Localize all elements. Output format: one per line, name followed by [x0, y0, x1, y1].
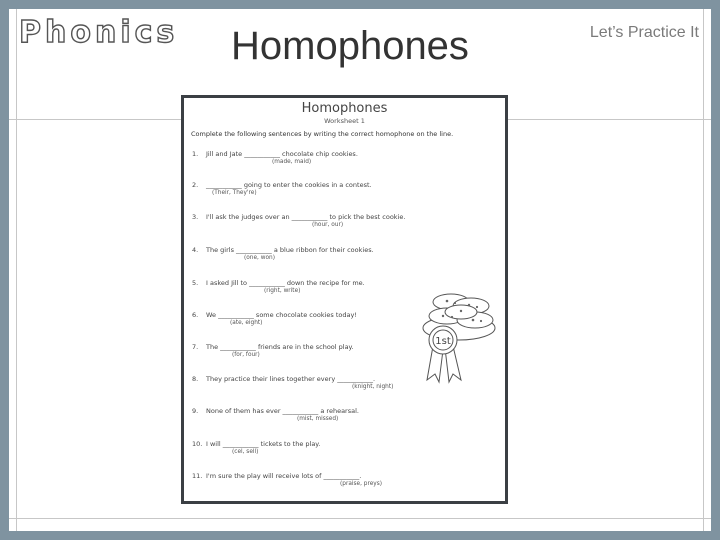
page-subtitle: Let’s Practice It [589, 24, 699, 41]
worksheet-item [192, 407, 359, 422]
slide [9, 9, 711, 531]
item-options: (for, four) [232, 352, 260, 358]
frame-line-bottom [9, 518, 711, 519]
worksheet-instructions: Complete the following sentences by writing the correct homophone on the line. [191, 130, 454, 138]
worksheet-item [192, 279, 365, 294]
item-number: 3. [192, 213, 199, 221]
item-options: (cel, sell) [232, 449, 259, 455]
item-options: (Their, They're) [212, 190, 257, 196]
page-title: Homophones [231, 24, 469, 68]
item-number: 8. [192, 375, 199, 383]
item-text: They practice their lines together every ___________. [206, 375, 376, 383]
item-text: None of them has ever ___________ a rehearsal. [206, 407, 359, 415]
item-options: (praise, preys) [340, 481, 382, 487]
worksheet-item [192, 440, 321, 455]
frame-line-right [703, 9, 704, 531]
item-number: 5. [192, 279, 199, 287]
item-options: (one, won) [244, 255, 275, 261]
worksheet-item [192, 472, 382, 487]
frame-line-left [16, 9, 17, 531]
item-text: ___________ going to enter the cookies in a contest. [206, 181, 372, 189]
item-text: I will ___________ tickets to the play. [206, 440, 321, 448]
worksheet-item [192, 150, 358, 165]
item-text: The girls ___________ a blue ribbon for their cookies. [206, 246, 374, 254]
worksheet-image [181, 95, 508, 504]
worksheet-title: Homophones [301, 101, 388, 116]
item-text: We ___________ some chocolate cookies today! [206, 311, 357, 319]
item-number: 4. [192, 246, 199, 254]
worksheet-item [192, 311, 357, 326]
item-options: (made, maid) [272, 159, 312, 165]
worksheet-item [192, 246, 374, 261]
item-text: I'll ask the judges over an ___________ to pick the best cookie. [206, 213, 406, 221]
item-number: 9. [192, 407, 199, 415]
item-options: (right, write) [264, 288, 301, 294]
worksheet-subtitle: Worksheet 1 [324, 117, 365, 125]
item-number: 6. [192, 311, 199, 319]
worksheet-item [192, 343, 354, 358]
item-options: (knight, night) [352, 384, 394, 390]
phonics-label: Phonics [19, 15, 179, 50]
item-options: (ate, eight) [230, 320, 263, 326]
item-number: 10. [192, 440, 203, 448]
item-text: I'm sure the play will receive lots of ___________. [206, 472, 362, 480]
item-text: Jill and Jate ___________ chocolate chip cookies. [206, 150, 358, 158]
item-options: (mist, missed) [297, 416, 339, 422]
worksheet-item [192, 213, 406, 228]
worksheet-item [192, 181, 372, 196]
item-number: 11. [192, 472, 203, 480]
item-number: 1. [192, 150, 199, 158]
item-number: 2. [192, 181, 199, 189]
item-text: I asked Jill to ___________ down the recipe for me. [206, 279, 365, 287]
item-options: (hour, our) [312, 222, 344, 228]
item-text: The ___________ friends are in the school play. [206, 343, 354, 351]
ribbon-label: 1st [435, 336, 451, 347]
worksheet-item [192, 375, 394, 390]
cookie-ribbon-illustration [419, 288, 501, 388]
item-number: 7. [192, 343, 199, 351]
